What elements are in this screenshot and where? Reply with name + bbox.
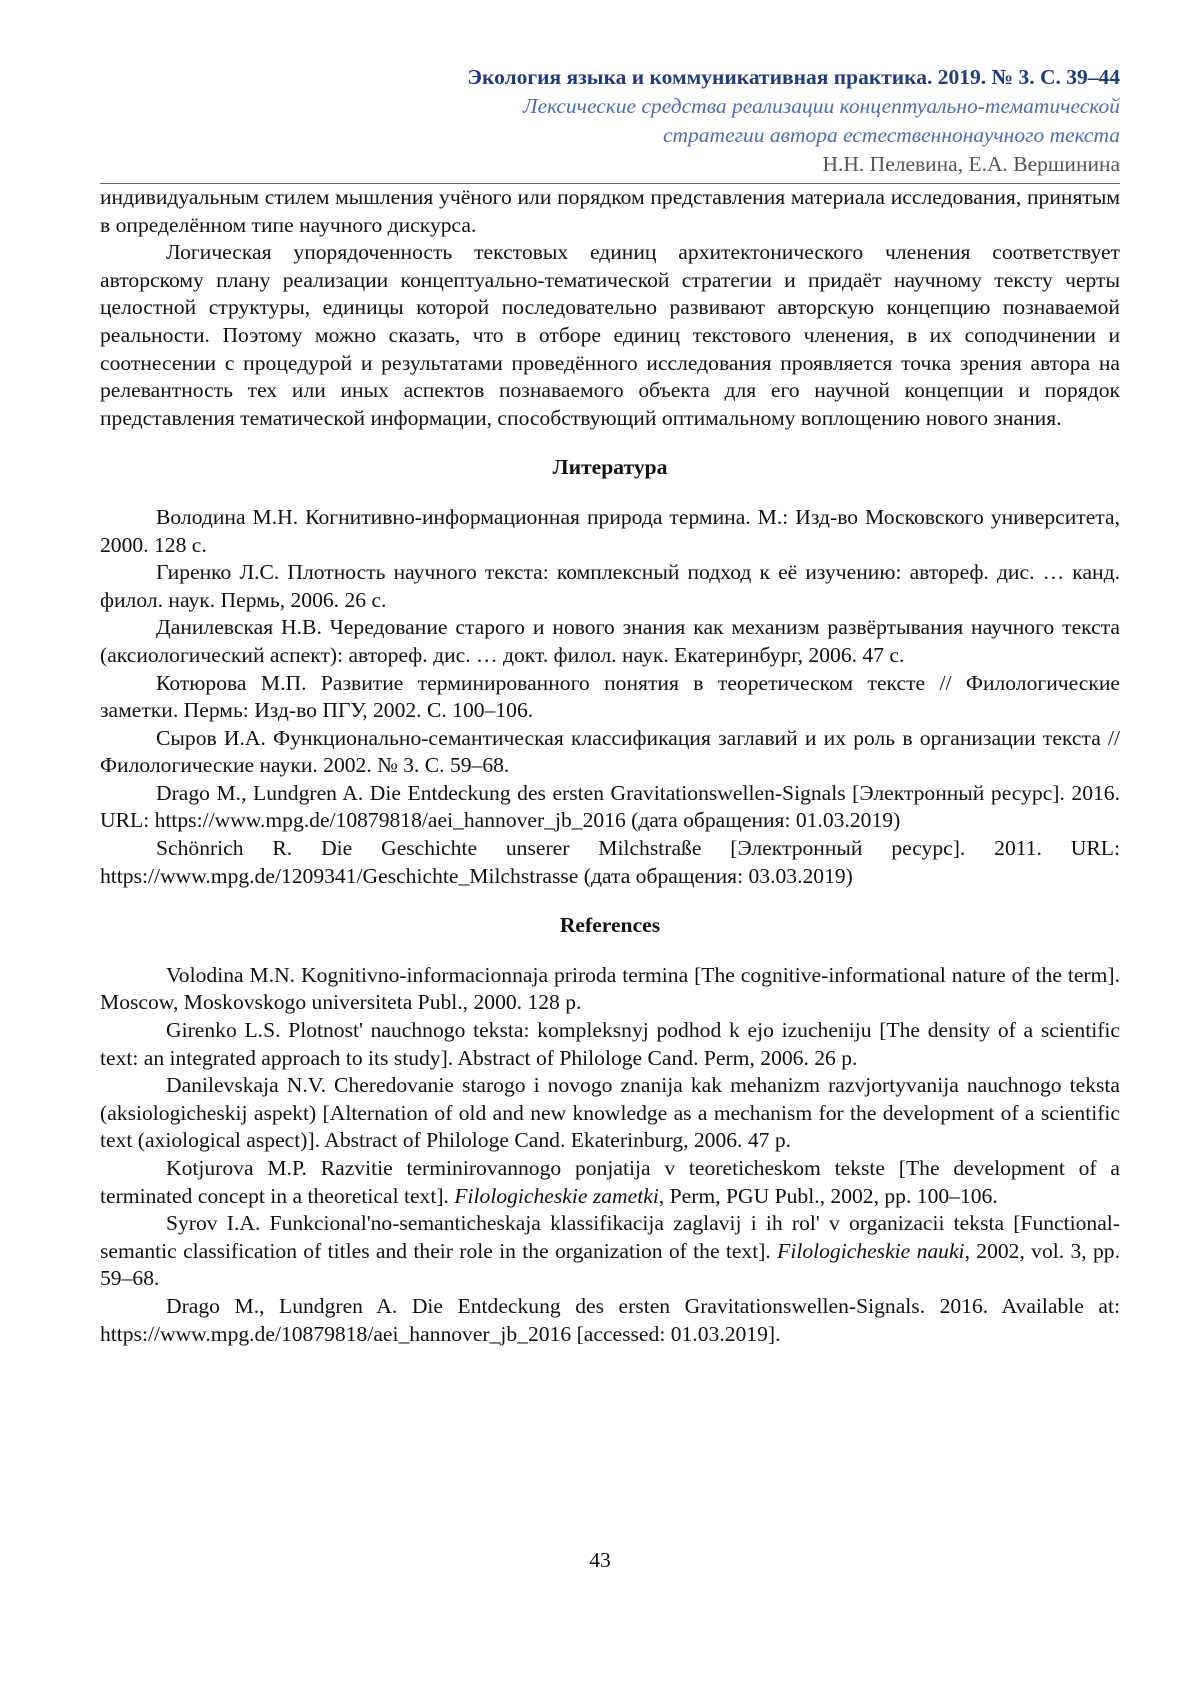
reference-item: Girenko L.S. Plotnost' nauchnogo teksta: kompleksnyj podhod k ejo izucheniju [The density of a scientific text: an integrated approach to its study]. Abstract of Philologe Cand. Perm, 2006. 26 p. bbox=[100, 1018, 1120, 1070]
literature-item: Drago M., Lundgren A. Die Entdeckung des ersten Gravitationswellen-Signals [Электронный ресурс]. 2016. URL: https://www.mpg.de/10879818/aei_hannover_jb_2016 (дата обращения: 01.03.2019) bbox=[100, 780, 1120, 833]
reference-item: Kotjurova M.P. Razvitie terminirovannogo ponjatija v teoreticheskom tekste [The development of a terminated concept in a theoretical text]. Filologicheskie zametki, Perm, PGU Publ., 2002, pp. 100–106. bbox=[100, 1156, 1120, 1208]
article-authors: Н.Н. Пелевина, Е.А. Вершинина bbox=[822, 152, 1120, 176]
body-paragraph: индивидуальным стилем мышления учёного или порядком представления материала исследования, принятым в определённом типе научного дискурса. bbox=[100, 185, 1120, 237]
page-number: 43 bbox=[589, 1548, 611, 1572]
reference-item: Syrov I.A. Funkcional'no-semanticheskaja klassifikacija zaglavij i ih rol' v organizacii teksta [Functional-semantic classification of titles and their role in the organization of the text]. Filologicheskie nauki, 2002, vol. 3, pp. 59–68. bbox=[100, 1211, 1120, 1291]
reference-item: Volodina M.N. Kognitivno-informacionnaja priroda termina [The cognitive-informational nature of the term]. Moscow, Moskovskogo universiteta Publ., 2000. 128 p. bbox=[100, 962, 1120, 1015]
journal-name: Filologicheskie nauki bbox=[777, 1238, 965, 1263]
literature-item: Данилевская Н.В. Чередование старого и нового знания как механизм развёртывания научного текста (аксиологический аспект): автореф. дис. … докт. филол. наук. Екатеринбург, 2006. 47 с. bbox=[100, 615, 1120, 667]
literature-item: Сыров И.А. Функционально-семантическая классификация заглавий и их роль в организации текста // Филологические науки. 2002. № 3. С. 59–68. bbox=[100, 725, 1120, 778]
journal-name: Filologicheskie zametki bbox=[454, 1183, 659, 1208]
article-title-line-2: стратегии автора естественнонаучного текста bbox=[662, 123, 1120, 147]
reference-item: Drago M., Lundgren A. Die Entdeckung des ersten Gravitationswellen-Signals. 2016. Available at: https://www.mpg.de/10879818/aei_hannover_jb_2016 [accessed: 01.03.2019]. bbox=[100, 1293, 1120, 1346]
running-header bbox=[100, 62, 1120, 179]
literature-item: Володина М.Н. Когнитивно-информационная природа термина. М.: Изд-во Московского университета, 2000. 128 с. bbox=[100, 504, 1120, 557]
literature-item: Гиренко Л.С. Плотность научного текста: комплексный подход к её изучению: автореф. дис. … канд. филол. наук. Пермь, 2006. 26 с. bbox=[100, 560, 1120, 612]
literature-item: Schönrich R. Die Geschichte unserer Milchstraße [Электронный ресурс]. 2011. URL: https://www.mpg.de/1209341/Geschichte_Milchstrasse (дата обращения: 03.03.2019) bbox=[100, 836, 1120, 888]
reference-item: Danilevskaja N.V. Cheredovanie starogo i novogo znanija kak mehanizm razvjortyvanija nauchnogo teksta (aksiologicheskij aspekt) [Alternation of old and new knowledge as a mechanism for the development of a scientific text (axiological aspect)]. Abstract of Philologe Cand. Ekaterinburg, 2006. 47 p. bbox=[100, 1073, 1120, 1153]
page-content bbox=[100, 184, 1120, 1348]
literature-item: Котюрова М.П. Развитие терминированного понятия в теоретическом тексте // Филологические заметки. Пермь: Изд-во ПГУ, 2002. С. 100–106. bbox=[100, 670, 1120, 723]
literature-heading: Литература bbox=[552, 455, 668, 480]
journal-citation: Экология языка и коммуникативная практика. 2019. № 3. С. 39–44 bbox=[467, 65, 1120, 89]
references-list bbox=[100, 962, 1120, 1348]
references-heading: References bbox=[559, 913, 661, 938]
literature-list bbox=[100, 504, 1120, 890]
article-title-line-1: Лексические средства реализации концептуально-тематической bbox=[523, 94, 1120, 118]
body-paragraph: Логическая упорядоченность текстовых единиц архитектонического членения соответствует авторскому плану реализации концептуально-тематической стратегии и придаёт научному тексту черты целостной структуры, единицы которой последовательно развивают авторскую концепцию познаваемой реальности. Поэтому можно сказать, что в отборе единиц текстового членения, в их соподчинении и соотнесении с процедурой и результатами проведённого исследования проявляется точка зрения автора на релевантность тех или иных аспектов познаваемого объекта для его научной концепции и порядок представления тематической информации, способствующий оптимальному воплощению нового знания. bbox=[100, 240, 1120, 430]
